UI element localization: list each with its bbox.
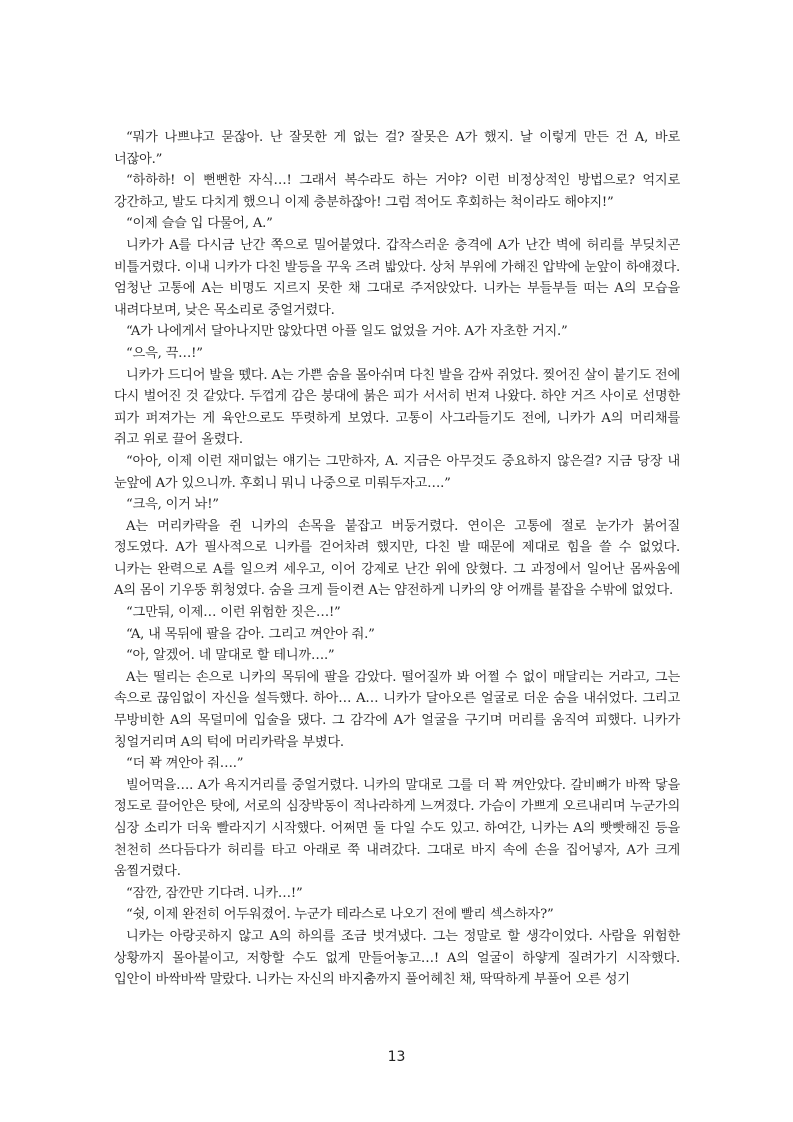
paragraph: A는 떨리는 손으로 니카의 목뒤에 팔을 감았다. 떨어질까 봐 어쩔 수 없이 매달리는 거라고, 그는 속으로 끊임없이 자신을 설득했다. 하아… A… 니카가 달아오른 얼굴로 더운 숨을 내쉬었다. 그리고 무방비한 A의 목덜미에 입술을 댔다. 그 감각에 A가 얼굴을 구기며 머리를 움직여 피했다. 니카가 칭얼거리며 A의 턱에 머리카락을 부볐다.	[114, 669, 680, 750]
paragraph: “이제 슬슬 입 다물어, A.”	[126, 216, 273, 232]
paragraph: “크윽, 이거 놔!”	[126, 497, 219, 513]
paragraph: “잠깐, 잠깐만 기다려. 니카…!”	[126, 885, 303, 901]
page-body	[114, 127, 680, 991]
paragraph: 니카가 드디어 발을 뗐다. A는 가쁜 숨을 몰아쉬며 다친 발을 감싸 쥐었다. 찢어진 살이 붙기도 전에 다시 벌어진 것 같았다. 두껍게 감은 붕대에 붉은 피가 서서히 번져 나왔다. 하얀 거즈 사이로 선명한 피가 퍼져가는 게 육안으로도 뚜렷하게 보였다. 고통이 사그라들기도 전에, 니카가 A의 머리채를 쥐고 위로 끌어 올렸다.	[114, 367, 680, 448]
paragraph: “하하하! 이 뻔뻔한 자식…! 그래서 복수라도 하는 거야? 이런 비정상적인 방법으로? 억지로 강간하고, 발도 다치게 했으니 이제 충분하잖아! 그럼 적어도 후회하는 척이라도 해야지!”	[114, 173, 680, 210]
paragraph: “A, 내 목뒤에 팔을 감아. 그리고 껴안아 줘.”	[126, 626, 375, 642]
paragraph: “으윽, 끅…!”	[126, 345, 203, 361]
paragraph: “뭐가 나쁘냐고 묻잖아. 난 잘못한 게 없는 걸? 잘못은 A가 했지. 날 이렇게 만든 건 A, 바로 너잖아.”	[114, 130, 680, 167]
paragraph: 빌어먹을…. A가 욕지거리를 중얼거렸다. 니카의 말대로 그를 더 꽉 껴안았다. 갈비뼈가 바짝 닿을 정도로 끌어안은 탓에, 서로의 심장박동이 적나라하게 느껴졌다. 가슴이 가쁘게 오르내리며 누군가의 심장 소리가 더욱 빨라지기 시작했다. 어쩌면 둘 다일 수도 있고. 하여간, 니카는 A의 빳빳해진 등을 천천히 쓰다듬다가 허리를 타고 아래로 쭉 내려갔다. 그대로 바지 속에 손을 집어넣자, A가 크게 움찔거렸다.	[114, 777, 680, 880]
paragraph: 니카가 A를 다시금 난간 쪽으로 밀어붙였다. 갑작스러운 충격에 A가 난간 벽에 허리를 부딪치곤 비틀거렸다. 이내 니카가 다친 발등을 꾸욱 즈려 밟았다. 상처 부위에 가해진 압박에 눈앞이 하얘졌다. 엄청난 고통에 A는 비명도 지르지 못한 채 그대로 주저앉았다. 니카는 부들부들 떠는 A의 모습을 내려다보며, 낮은 목소리로 중얼거렸다.	[114, 237, 680, 318]
paragraph: “아, 알겠어. 네 말대로 할 테니까….”	[126, 648, 335, 664]
paragraph: “그만둬, 이제… 이런 위험한 짓은…!”	[126, 605, 341, 621]
paragraph: “A가 나에게서 달아나지만 않았다면 아플 일도 없었을 거야. A가 자초한 거지.”	[126, 324, 568, 340]
paragraph: A는 머리카락을 쥔 니카의 손목을 붙잡고 버둥거렸다. 연이은 고통에 절로 눈가가 붉어질 정도였다. A가 필사적으로 니카를 걷어차려 했지만, 다친 발 때문에 제대로 힘을 쓸 수 없었다. 니카는 완력으로 A를 일으켜 세우고, 이어 강제로 난간 위에 앉혔다. 그 과정에서 일어난 몸싸움에 A의 몸이 기우뚱 휘청였다. 숨을 크게 들이켠 A는 얌전하게 니카의 양 어깨를 붙잡을 수밖에 없었다.	[114, 518, 680, 599]
paragraph: “쉿, 이제 완전히 어두워졌어. 누군가 테라스로 나오기 전에 빨리 섹스하자?”	[126, 907, 554, 923]
page-number: 13	[387, 1049, 406, 1065]
paragraph: “더 꽉 껴안아 줘….”	[126, 756, 244, 772]
paragraph: “아아, 이제 이런 재미없는 얘기는 그만하자, A. 지금은 아무것도 중요하지 않은걸? 지금 당장 내 눈앞에 A가 있으니까. 후회니 뭐니 나중으로 미뤄두자고….”	[114, 453, 680, 491]
paragraph: 니카는 아랑곳하지 않고 A의 하의를 조금 벗겨냈다. 그는 정말로 할 생각이었다. 사람을 위험한 상황까지 몰아붙이고, 저항할 수도 없게 만들어놓고…! A의 얼굴이 하얗게 질려가기 시작했다. 입안이 바싹바싹 말랐다. 니카는 자신의 바지춤까지 풀어헤친 채, 딱딱하게 부풀어 오른 성기	[114, 928, 680, 988]
